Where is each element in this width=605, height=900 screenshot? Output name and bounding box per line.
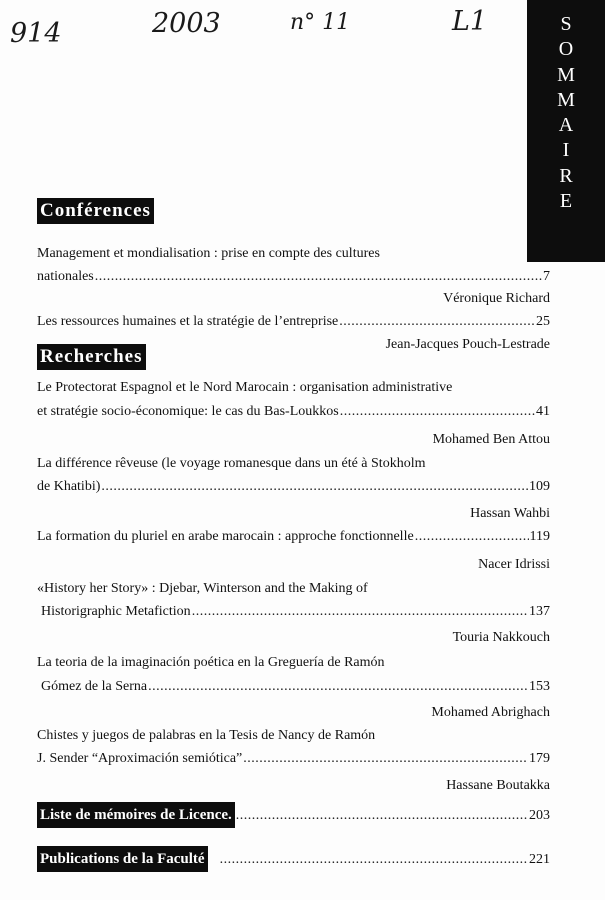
leader-dots [95,268,542,286]
toc-author: Mohamed Ben Attou [432,432,550,447]
toc-author: Véronique Richard [443,291,550,306]
toc-author: Touria Nakkouch [452,630,550,645]
toc-entry[interactable] [37,313,550,331]
sommaire-sidebar [527,0,605,262]
toc-entry-title: Gómez de la Serna [41,679,148,694]
toc-page-number: 25 [536,314,550,329]
publications-entry[interactable] [37,846,550,872]
sidebar-letter: I [562,139,570,162]
toc-author: Hassan Wahbi [470,506,550,521]
toc-page-number: 203 [529,808,550,823]
toc-entry-title: La formation du pluriel en arabe marocain : approche fonctionnelle [37,529,414,544]
toc-entry-title: et stratégie socio-économique: le cas du Bas-Loukkos [37,404,339,419]
leader-dots [192,603,528,621]
sidebar-letter: R [559,164,573,187]
toc-author: Hassane Boutakka [446,778,550,793]
toc-entry[interactable] [37,528,550,546]
sidebar-letter: M [557,88,575,111]
leader-dots [101,478,528,496]
toc-page-number: 221 [529,852,550,867]
toc-entry[interactable] [41,603,550,621]
leader-dots [340,403,535,421]
recherches-heading: Recherches [37,344,146,370]
handwritten-annotation-d: L1 [452,6,488,37]
sidebar-letter: A [558,114,574,137]
conferences-heading: Conférences [37,198,154,224]
toc-page-number: 137 [529,604,550,619]
leader-dots [220,851,528,869]
sidebar-letter: O [558,38,574,61]
toc-entry[interactable] [37,403,550,421]
sidebar-letter: M [557,63,575,86]
publications-heading: Publications de la Faculté [37,846,208,872]
toc-entry[interactable] [37,268,550,286]
toc-page-number: 7 [543,269,550,284]
leader-dots [236,807,528,825]
toc-author: Jean-Jacques Pouch-Lestrade [385,337,550,352]
sidebar-letter: E [559,190,573,213]
toc-page-number: 41 [536,404,550,419]
toc-entry-title: Le Protectorat Espagnol et le Nord Marocain : organisation administrative [37,380,453,395]
toc-entry-title: nationales [37,269,94,284]
toc-entry-title: Les ressources humaines et la stratégie de l’entreprise [37,314,339,329]
toc-entry[interactable] [37,750,550,768]
sidebar-letter: S [560,13,572,35]
handwritten-annotation-c: n° 11 [290,10,351,35]
toc-entry-title: J. Sender “Aproximación semiótica” [37,751,243,766]
toc-page-number: 109 [529,479,550,494]
memoires-entry[interactable] [37,802,550,828]
toc-entry-title: de Khatibi) [37,479,101,494]
handwritten-annotation-b: 2003 [152,8,221,39]
toc-entry-title: La différence rêveuse (le voyage romanesque dans un été à Stokholm [37,456,426,471]
handwritten-annotation-a: 914 [10,18,62,49]
memoires-heading: Liste de mémoires de Licence. [37,802,235,828]
toc-entry-title: Historigraphic Metafiction [41,604,191,619]
toc-entry-title: «History her Story» : Djebar, Winterson and the Making of [37,581,368,596]
toc-entry[interactable] [37,478,550,496]
toc-entry[interactable] [41,678,550,696]
toc-entry-title: Management et mondialisation : prise en compte des cultures [37,246,380,261]
toc-entry-title: Chistes y juegos de palabras en la Tesis de Nancy de Ramón [37,728,376,743]
toc-page-number: 119 [529,529,550,544]
leader-dots [339,313,535,331]
toc-author: Nacer Idrissi [478,557,550,572]
leader-dots [415,528,529,546]
leader-dots [148,678,528,696]
toc-page-number: 179 [529,751,550,766]
leader-dots [243,750,528,768]
toc-author: Mohamed Abrighach [431,705,550,720]
toc-entry-title: La teoria de la imaginación poética en la Greguería de Ramón [37,655,385,670]
toc-page-number: 153 [529,679,550,694]
